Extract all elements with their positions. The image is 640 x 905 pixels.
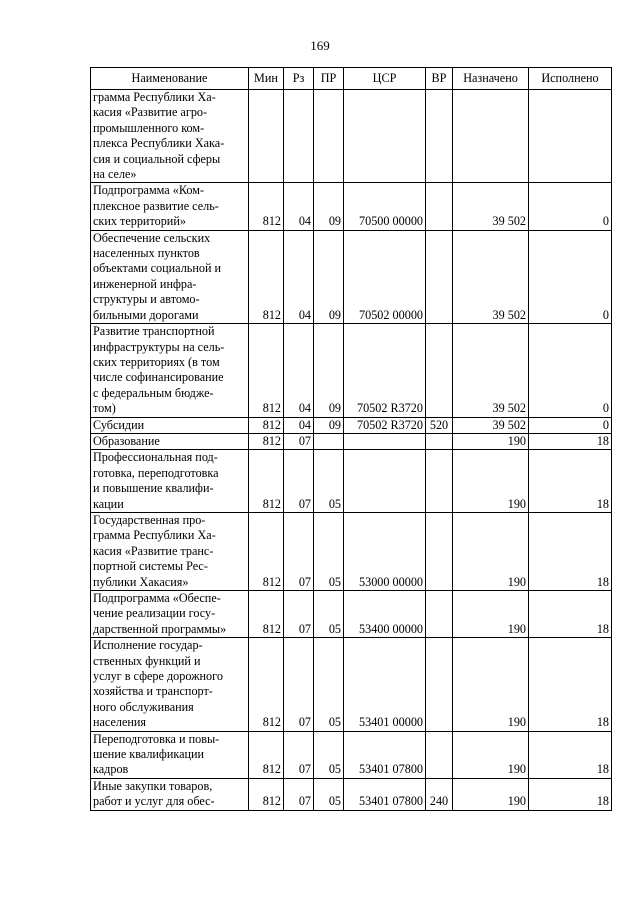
cell-vr [426,591,453,638]
cell-vr [426,324,453,417]
header-pr: ПР [314,68,344,90]
cell-executed: 18 [529,638,612,731]
cell-vr: 240 [426,778,453,810]
cell-csr: 70500 00000 [344,183,426,230]
cell-rz: 04 [284,230,314,323]
cell-pr: 09 [314,230,344,323]
cell-min: 812 [249,638,284,731]
table-row [91,591,612,638]
cell-min: 812 [249,433,284,449]
cell-assigned: 39 502 [453,183,529,230]
cell-rz: 04 [284,183,314,230]
budget-table [90,67,612,811]
cell-name: Переподготовка и повы- шение квалификации кадров [91,731,249,778]
cell-pr: 09 [314,417,344,433]
cell-csr: 70502 R3720 [344,324,426,417]
cell-csr: 53401 07800 [344,731,426,778]
cell-name: грамма Республики Ха- касия «Развитие агро- промышленного ком- плекса Республики Хака- сия и социальной сферы на селе» [91,90,249,183]
table-row [91,731,612,778]
header-csr: ЦСР [344,68,426,90]
cell-name: Подпрограмма «Обеспе- чение реализации госу- дарственной программы» [91,591,249,638]
cell-assigned: 190 [453,512,529,590]
cell-rz: 07 [284,433,314,449]
table-row [91,230,612,323]
cell-name: Субсидии [91,417,249,433]
cell-min: 812 [249,183,284,230]
cell-min: 812 [249,778,284,810]
header-vr: ВР [426,68,453,90]
cell-assigned: 190 [453,450,529,513]
cell-min: 812 [249,230,284,323]
cell-csr [344,450,426,513]
table-row [91,417,612,433]
cell-assigned: 190 [453,778,529,810]
cell-vr [426,90,453,183]
cell-rz: 07 [284,638,314,731]
cell-rz: 07 [284,731,314,778]
cell-executed [529,90,612,183]
cell-csr: 53401 00000 [344,638,426,731]
cell-pr: 05 [314,638,344,731]
cell-min: 812 [249,324,284,417]
cell-vr [426,638,453,731]
cell-min: 812 [249,591,284,638]
cell-vr [426,230,453,323]
cell-rz: 07 [284,778,314,810]
table-row [91,450,612,513]
cell-assigned: 190 [453,433,529,449]
cell-name: Обеспечение сельских населенных пунктов объектами социальной и инженерной инфра- структуры и автомо- бильными дорогами [91,230,249,323]
header-assigned: Назначено [453,68,529,90]
cell-assigned: 190 [453,731,529,778]
header-name: Наименование [91,68,249,90]
cell-rz: 07 [284,591,314,638]
header-min: Мин [249,68,284,90]
table-row [91,778,612,810]
cell-pr [314,433,344,449]
cell-name: Образование [91,433,249,449]
cell-pr: 05 [314,731,344,778]
cell-pr: 05 [314,778,344,810]
cell-name: Подпрограмма «Ком- плексное развитие сель- ских территорий» [91,183,249,230]
cell-vr [426,512,453,590]
cell-min: 812 [249,731,284,778]
cell-executed: 0 [529,417,612,433]
cell-name: Профессиональная под- готовка, переподготовка и повышение квалифи- кации [91,450,249,513]
cell-pr [314,90,344,183]
cell-pr: 05 [314,450,344,513]
cell-executed: 18 [529,433,612,449]
cell-csr [344,433,426,449]
page-number: 169 [310,38,330,53]
cell-assigned: 39 502 [453,230,529,323]
cell-rz: 04 [284,417,314,433]
cell-min: 812 [249,450,284,513]
cell-pr: 09 [314,183,344,230]
cell-csr [344,90,426,183]
cell-min: 812 [249,417,284,433]
cell-name: Государственная про- грамма Республики Ха- касия «Развитие транс- портной системы Рес- публики Хакасия» [91,512,249,590]
cell-executed: 18 [529,778,612,810]
table-row [91,324,612,417]
cell-vr [426,731,453,778]
cell-rz: 04 [284,324,314,417]
table-row [91,512,612,590]
cell-assigned: 190 [453,638,529,731]
table-header-row [91,68,612,90]
cell-vr: 520 [426,417,453,433]
header-executed: Исполнено [529,68,612,90]
cell-executed: 0 [529,230,612,323]
cell-executed: 18 [529,512,612,590]
cell-assigned: 39 502 [453,417,529,433]
cell-executed: 18 [529,450,612,513]
cell-executed: 0 [529,324,612,417]
cell-executed: 0 [529,183,612,230]
cell-name: Развитие транспортной инфраструктуры на сель- ских территориях (в том числе софинансирование с федеральным бюдже- том) [91,324,249,417]
cell-vr [426,433,453,449]
cell-csr: 70502 R3720 [344,417,426,433]
cell-name: Иные закупки товаров, работ и услуг для обес- [91,778,249,810]
cell-vr [426,450,453,513]
cell-csr: 70502 00000 [344,230,426,323]
table-row [91,433,612,449]
cell-pr: 05 [314,591,344,638]
cell-rz: 07 [284,450,314,513]
cell-min: 812 [249,512,284,590]
cell-pr: 05 [314,512,344,590]
header-rz: Рз [284,68,314,90]
cell-executed: 18 [529,591,612,638]
cell-pr: 09 [314,324,344,417]
cell-assigned: 39 502 [453,324,529,417]
cell-csr: 53000 00000 [344,512,426,590]
table-row [91,183,612,230]
table-row [91,90,612,183]
table-row [91,638,612,731]
cell-assigned: 190 [453,591,529,638]
cell-executed: 18 [529,731,612,778]
cell-rz [284,90,314,183]
cell-name: Исполнение государ- ственных функций и услуг в сфере дорожного хозяйства и транспорт- ного обслуживания населения [91,638,249,731]
table-body [91,90,612,811]
cell-assigned [453,90,529,183]
cell-rz: 07 [284,512,314,590]
cell-vr [426,183,453,230]
cell-csr: 53401 07800 [344,778,426,810]
cell-min [249,90,284,183]
cell-csr: 53400 00000 [344,591,426,638]
